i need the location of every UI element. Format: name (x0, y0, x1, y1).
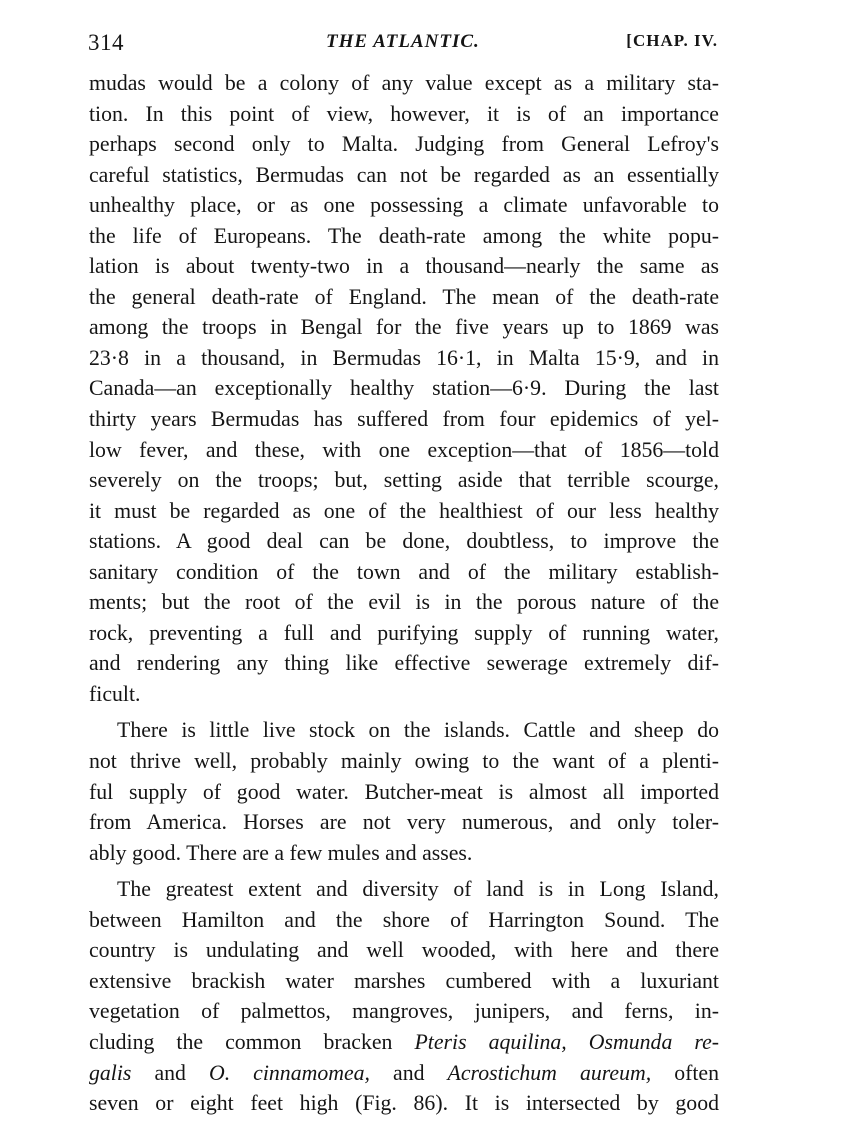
paragraph-2 (89, 715, 719, 868)
text-line: ficult. (89, 681, 141, 706)
text-line: ably good. There are a few mules and asses. (89, 840, 473, 865)
page-header (88, 30, 718, 62)
text-line: careful statistics, Bermudas can not be regarded as an essentially (89, 162, 719, 187)
chapter-reference: [CHAP. IV. (626, 31, 718, 50)
text-run: and (154, 1060, 186, 1085)
text-line: unhealthy place, or as one possessing a climate unfavorable to (89, 193, 719, 218)
text-line: severely on the troops; but, setting aside that terrible scourge, (89, 468, 719, 493)
text-line: rock, preventing a full and purifying supply of running water, (89, 620, 719, 645)
species-name-italic: Acrostichum aureum, (447, 1060, 652, 1085)
text-line: 23·8 in a thousand, in Bermudas 16·1, in Malta 15·9, and in (89, 345, 719, 370)
text-line: from America. Horses are not very numerous, and only toler- (89, 810, 719, 835)
text-run: and (393, 1060, 425, 1085)
text-line: thirty years Bermudas has suffered from four epidemics of yel- (89, 407, 719, 432)
paragraph-3 (89, 874, 719, 1118)
text-line: among the troops in Bengal for the five years up to 1869 was (89, 315, 719, 340)
text-line: extensive brackish water marshes cumbered with a luxuriant (89, 968, 719, 993)
text-line-with-italics (89, 1058, 719, 1089)
text-line: stations. A good deal can be done, doubtless, to improve the (89, 529, 719, 554)
text-line: lation is about twenty-two in a thousand—nearly the same as (89, 254, 719, 279)
text-line: not thrive well, probably mainly owing to the want of a plenti- (89, 749, 719, 774)
text-line: and rendering any thing like effective sewerage extremely dif- (89, 651, 719, 676)
text-line: low fever, and these, with one exception—that of 1856—told (89, 437, 719, 462)
running-title: THE ATLANTIC. (326, 31, 480, 52)
text-line: There is little live stock on the islands. Cattle and sheep do (117, 718, 719, 743)
species-name-italic: O. cinnamomea, (208, 1060, 370, 1085)
text-line: ful supply of good water. Butcher-meat is almost all imported (89, 779, 719, 804)
text-run: often (674, 1060, 720, 1085)
text-run: cluding the common bracken (89, 1029, 393, 1054)
species-name-italic: Pteris aquilina, (414, 1029, 567, 1054)
text-line: the life of Europeans. The death-rate among the white popu- (89, 223, 719, 248)
text-line-with-italics (89, 1027, 719, 1058)
text-line: The greatest extent and diversity of land is in Long Island, (117, 877, 719, 902)
text-line: sanitary condition of the town and of the military establish- (89, 559, 719, 584)
text-line: seven or eight feet high (Fig. 86). It is intersected by good (89, 1091, 719, 1116)
text-line: ments; but the root of the evil is in the porous nature of the (89, 590, 719, 615)
species-name-italic: Osmunda re- (588, 1029, 719, 1054)
text-line: it must be regarded as one of the healthiest of our less healthy (89, 498, 719, 523)
text-line: perhaps second only to Malta. Judging from General Lefroy's (89, 132, 719, 157)
text-line: Canada—an exceptionally healthy station—6·9. During the last (89, 376, 719, 401)
text-line: the general death-rate of England. The mean of the death-rate (89, 284, 719, 309)
text-line: between Hamilton and the shore of Harrington Sound. The (89, 907, 719, 932)
species-name-italic: galis (89, 1060, 132, 1085)
page-number: 314 (88, 30, 124, 55)
text-line: vegetation of palmettos, mangroves, junipers, and ferns, in- (89, 999, 719, 1024)
text-line: mudas would be a colony of any value except as a military sta- (89, 71, 719, 95)
paragraph-1 (89, 68, 719, 709)
text-line: country is undulating and well wooded, with here and there (89, 938, 719, 963)
body-text (89, 68, 719, 1119)
text-line: tion. In this point of view, however, it is of an importance (89, 101, 719, 126)
